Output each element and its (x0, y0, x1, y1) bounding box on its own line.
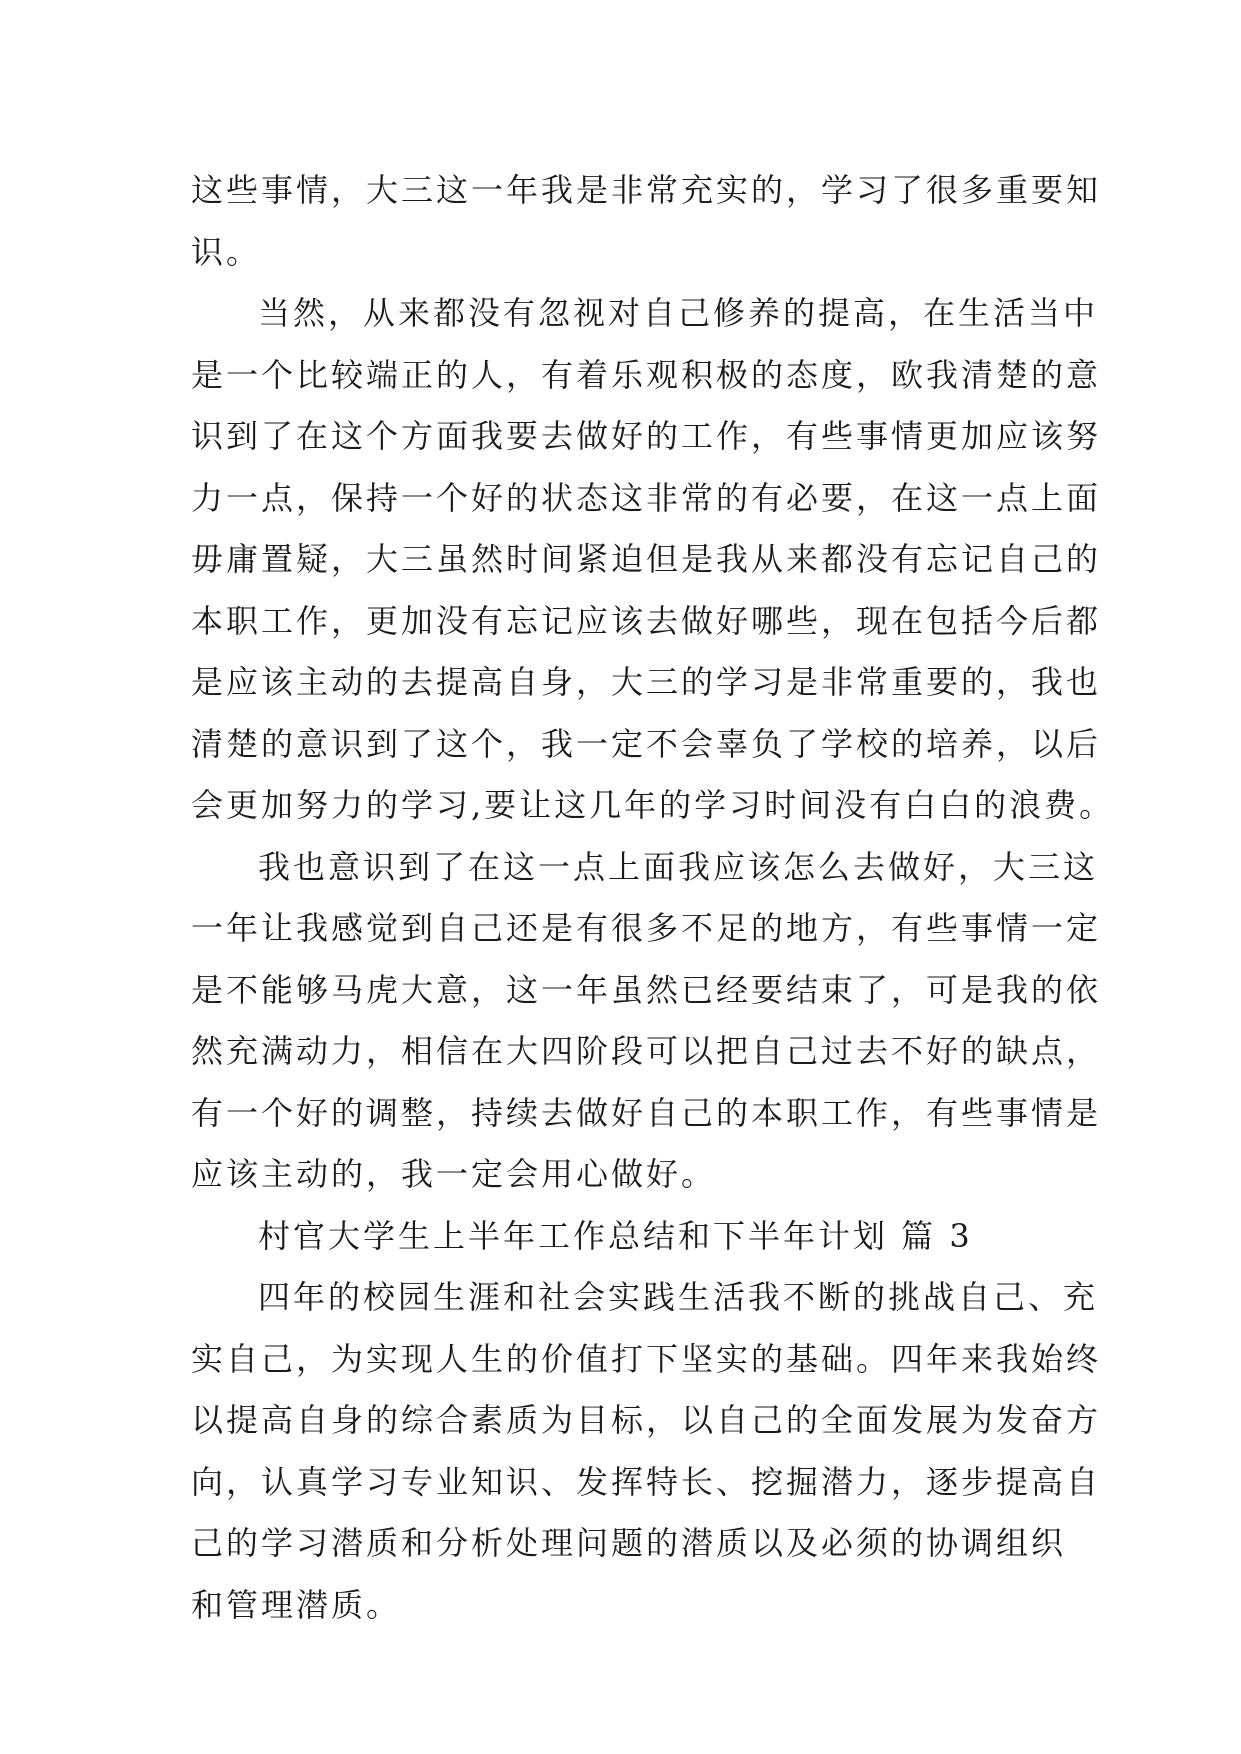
text-line: 毋庸置疑，大三虽然时间紧迫但是我从来都没有忘记自己的 (191, 540, 1102, 578)
text-line: 识到了在这个方面我要去做好的工作，有些事情更加应该努 (191, 417, 1102, 455)
section-heading: 村官大学生上半年工作总结和下半年计划 篇 3 (258, 1216, 973, 1255)
text-line: 己的学习潜质和分析处理问题的潜质以及必须的协调组织 (191, 1524, 1067, 1562)
text-line: 清楚的意识到了这个，我一定不会辜负了学校的培养，以后 (191, 724, 1102, 763)
text-line: 一年让我感觉到自己还是有很多不足的地方，有些事情一定 (191, 909, 1102, 947)
text-line: 力一点，保持一个好的状态这非常的有必要，在这一点上面 (191, 478, 1102, 517)
text-line: 然充满动力，相信在大四阶段可以把自己过去不好的缺点， (191, 1032, 1102, 1070)
text-line: 本职工作，更加没有忘记应该去做好哪些，现在包括今后都 (191, 601, 1102, 640)
text-line: 和管理潜质。 (191, 1585, 402, 1624)
text-line: 是一个比较端正的人，有着乐观积极的态度，欧我清楚的意 (191, 355, 1102, 394)
text-line: 是不能够马虎大意，这一年虽然已经要结束了，可是我的依 (191, 970, 1102, 1009)
paragraph-first-line: 当然，从来都没有忽视对自己修养的提高，在生活当中 (258, 294, 1099, 332)
document-body (191, 160, 1115, 1636)
text-line: 会更加努力的学习,要让这几年的学习时间没有白白的浪费。 (191, 786, 1115, 824)
text-line: 识。 (191, 232, 262, 271)
paragraph-first-line: 四年的校园生涯和社会实践生活我不断的挑战自己、充 (258, 1278, 1099, 1316)
paragraph-first-line: 我也意识到了在这一点上面我应该怎么去做好，大三这 (258, 847, 1099, 886)
text-line: 这些事情，大三这一年我是非常充实的，学习了很多重要知 (191, 171, 1102, 209)
text-line: 以提高自身的综合素质为目标，以自己的全面发展为发奋方 (191, 1401, 1102, 1439)
text-line: 有一个好的调整，持续去做好自己的本职工作，有些事情是 (191, 1093, 1102, 1132)
text-line: 是应该主动的去提高自身，大三的学习是非常重要的，我也 (191, 663, 1102, 701)
text-line: 实自己，为实现人生的价值打下坚实的基础。四年来我始终 (191, 1339, 1102, 1378)
text-line: 应该主动的，我一定会用心做好。 (191, 1155, 717, 1193)
text-line: 向，认真学习专业知识、发挥特长、挖掘潜力，逐步提高自 (191, 1462, 1102, 1501)
